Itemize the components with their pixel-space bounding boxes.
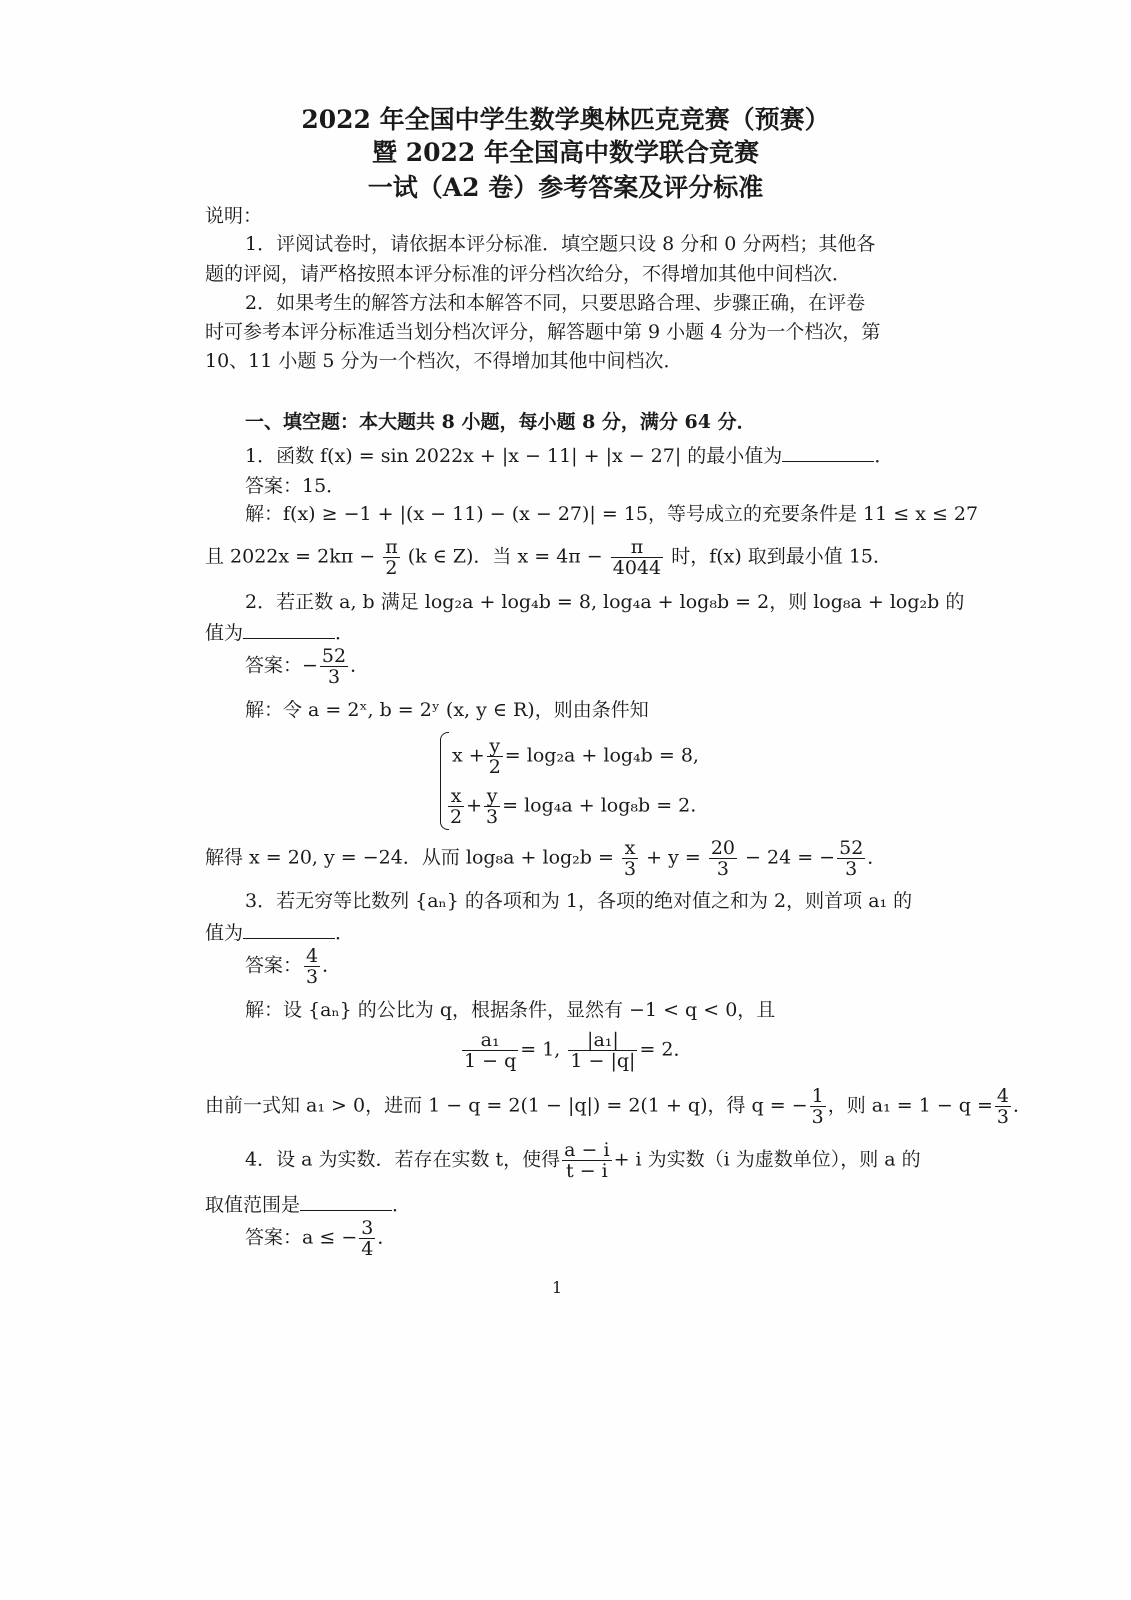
numerator: a₁ bbox=[462, 1030, 518, 1051]
q3-solution-intro: 解：设 {aₙ} 的公比为 q，根据条件，显然有 −1 < q < 0，且 bbox=[245, 999, 776, 1021]
note-1-line-1: 1．评阅试卷时，请依据本评分标准．填空题只设 8 分和 0 分两档；其他各 bbox=[245, 233, 876, 255]
q2-final-line: 解得 x = 20, y = −24．从而 log₈a + log₂b = $\frac{x}{3}$ + y = $\frac{20}{3}$ − 24 = − $\frac{52}{3}$ ． bbox=[205, 837, 887, 880]
denominator: 2 bbox=[450, 806, 463, 828]
q4-question-line-1 bbox=[245, 1140, 921, 1181]
fraction-pi-over-2 bbox=[383, 537, 400, 578]
q3-question-text: 值为 bbox=[205, 922, 244, 944]
eq-text: + y = bbox=[646, 846, 701, 869]
fraction-4-over-3 bbox=[995, 1086, 1011, 1127]
fraction-y-over-2 bbox=[487, 736, 503, 777]
q1-question: 1．函数 f(x) = sin 2022x + |x − 11| + |x − 27| 的最小值为 ． bbox=[245, 445, 894, 467]
fraction-a1-over-1-minus-q bbox=[462, 1030, 518, 1071]
denominator: t − i bbox=[566, 1160, 608, 1182]
numerator: 20 bbox=[710, 837, 735, 859]
q2-answer-prefix: 答案：− bbox=[245, 654, 318, 677]
q2-question-text: 值为 bbox=[205, 622, 244, 644]
numerator: 52 bbox=[321, 645, 347, 667]
q3-final-line: 由前一式知 a₁ > 0，进而 1 − q = 2(1 − |q|) = 2(1 + q)，得 q = − $\frac{1}{3}$ ，则 a₁ = 1 − q = $\frac{4}{3}$ ． bbox=[205, 1085, 1033, 1128]
q2-system-eq-2: $\frac{x}{2}$ + $\frac{y}{3}$ = log₄a + log₈b = 2. bbox=[450, 785, 697, 828]
q2-question-line-1: 2．若正数 a, b 满足 log₂a + log₄b = 8, log₄a + log₈b = 2，则 log₈a + log₂b 的 bbox=[245, 591, 965, 613]
eq-text: − 24 = − bbox=[745, 846, 836, 869]
title-line-3: 一试（A2 卷）参考答案及评分标准 bbox=[367, 173, 764, 202]
numerator: 3 bbox=[361, 1217, 374, 1239]
eq-text: = log₄a + log₈b = 2. bbox=[502, 794, 697, 817]
numerator: a − i bbox=[564, 1139, 610, 1161]
eq-text: 4．设 a 为实数．若存在实数 t，使得 bbox=[245, 1148, 561, 1171]
denominator: 2 bbox=[488, 756, 501, 778]
q3-question-line-1: 3．若无穷等比数列 {aₙ} 的各项和为 1，各项的绝对值之和为 2，则首项 a₁ 的 bbox=[245, 890, 913, 912]
numerator: y bbox=[487, 736, 503, 757]
numerator: 4 bbox=[306, 945, 319, 967]
fraction-1-over-3 bbox=[810, 1086, 826, 1127]
note-2-line-3: 10、11 小题 5 分为一个档次，不得增加其他中间档次． bbox=[205, 350, 683, 372]
fraction-20-over-3 bbox=[709, 838, 737, 879]
q1-solution-line-2 bbox=[205, 537, 892, 578]
q4-answer-prefix: 答案：a ≤ − bbox=[245, 1226, 358, 1249]
numerator: |a₁| bbox=[568, 1030, 637, 1051]
page-number: 1 bbox=[552, 1278, 563, 1297]
eq-text: = log₂a + log₄b = 8, bbox=[504, 744, 699, 767]
numerator: x bbox=[622, 838, 638, 859]
numerator: 52 bbox=[839, 837, 864, 859]
q4-question-text: 取值范围是 bbox=[205, 1194, 301, 1216]
denominator: 4 bbox=[361, 1238, 374, 1260]
fraction-answer bbox=[320, 646, 348, 687]
denominator: 3 bbox=[811, 1106, 824, 1128]
note-2-line-2: 时可参考本评分标准适当划分档次评分，解答题中第 9 小题 4 分为一个档次，第 bbox=[205, 321, 881, 343]
q4-answer: 答案：a ≤ − $\frac{3}{4}$ ． bbox=[245, 1217, 397, 1260]
q2-answer: 答案：− $\frac{52}{3}$ ． bbox=[245, 645, 370, 688]
denominator: 4044 bbox=[612, 557, 662, 579]
note-2-line-1: 2．如果考生的解答方法和本解答不同，只要思路合理、步骤正确，在评卷 bbox=[245, 292, 866, 314]
note-1-line-2: 题的评阅，请严格按照本评分标准的评分档次给分，不得增加其他中间档次． bbox=[205, 263, 852, 285]
denominator: 3 bbox=[716, 858, 729, 880]
q1-answer: 答案：15． bbox=[245, 475, 346, 497]
numerator: π bbox=[385, 536, 398, 558]
q1-sol-text-b: (k ∈ Z)．当 x = 4π − bbox=[407, 545, 603, 568]
fraction-x-over-2 bbox=[448, 786, 464, 827]
q1-sol-text-c: 时，f(x) 取到最小值 15． bbox=[671, 545, 893, 568]
answer-blank bbox=[243, 920, 335, 939]
denominator: 3 bbox=[486, 806, 499, 828]
numerator: π bbox=[611, 537, 663, 558]
numerator: y bbox=[484, 786, 500, 807]
denominator: 3 bbox=[327, 666, 341, 688]
eq-text: x + bbox=[452, 744, 485, 767]
fraction-answer bbox=[304, 946, 320, 987]
q1-question-text: 1．函数 f(x) = sin 2022x + |x − 11| + |x − 27| 的最小值为 bbox=[245, 445, 783, 467]
q4-question-line-2: 取值范围是 ． bbox=[205, 1194, 412, 1216]
q1-solution-line-1: 解：f(x) ≥ −1 + |(x − 11) − (x − 27)| = 15，等号成立的充要条件是 11 ≤ x ≤ 27 bbox=[245, 503, 979, 525]
notes-label: 说明： bbox=[205, 205, 263, 227]
fraction-y-over-3 bbox=[484, 786, 500, 827]
eq-text: 解得 x = 20, y = −24．从而 log₈a + log₂b = bbox=[205, 846, 614, 869]
q2-system-eq-1 bbox=[452, 736, 699, 777]
denominator: 1 − |q| bbox=[570, 1050, 636, 1072]
answer-blank bbox=[243, 620, 335, 639]
denominator: 1 − q bbox=[464, 1050, 517, 1072]
fraction-abs-a1-over-1-minus-abs-q bbox=[568, 1030, 637, 1071]
q2-solution-intro: 解：令 a = 2ˣ, b = 2ʸ (x, y ∈ R)，则由条件知 bbox=[245, 699, 649, 721]
eq-text: = 1, bbox=[520, 1038, 561, 1061]
fraction-a-minus-i-over-t-minus-i bbox=[562, 1140, 611, 1181]
numerator: 1 bbox=[811, 1085, 824, 1107]
eq-text: = 2． bbox=[639, 1038, 693, 1061]
q3-answer: 答案： $\frac{4}{3}$ ． bbox=[245, 945, 342, 988]
answer-blank bbox=[300, 1192, 392, 1211]
fraction-answer bbox=[359, 1218, 375, 1259]
fraction-52-over-3 bbox=[837, 838, 865, 879]
numerator: 4 bbox=[996, 1085, 1010, 1107]
denominator: 3 bbox=[623, 858, 637, 880]
section-heading: 一、填空题：本大题共 8 小题，每小题 8 分，满分 64 分． bbox=[245, 411, 756, 433]
denominator: 3 bbox=[306, 966, 319, 988]
q1-sol-text-a: 且 2022x = 2kπ − bbox=[205, 545, 376, 568]
q3-equations bbox=[460, 1030, 693, 1071]
title-line-2: 暨 2022 年全国高中数学联合竞赛 bbox=[372, 138, 759, 167]
title-line-1: 2022 年全国中学生数学奥林匹克竞赛（预赛） bbox=[301, 105, 830, 134]
q3-question-line-2: 值为 ． bbox=[205, 922, 355, 944]
eq-text: + i 为实数（i 为虚数单位），则 a 的 bbox=[613, 1148, 921, 1171]
answer-blank bbox=[782, 443, 874, 462]
denominator: 2 bbox=[385, 557, 398, 579]
denominator: 3 bbox=[996, 1106, 1010, 1128]
eq-text: ，则 a₁ = 1 − q = bbox=[827, 1094, 993, 1117]
q3-answer-prefix: 答案： bbox=[245, 954, 303, 977]
numerator: x bbox=[448, 786, 464, 807]
fraction-x-over-3 bbox=[622, 838, 638, 879]
fraction-pi-over-4044 bbox=[611, 537, 663, 578]
denominator: 3 bbox=[845, 858, 858, 880]
eq-text: 由前一式知 a₁ > 0，进而 1 − q = 2(1 − |q|) = 2(1 + q)，得 q = − bbox=[205, 1094, 808, 1117]
q2-question-line-2: 值为 ． bbox=[205, 622, 355, 644]
